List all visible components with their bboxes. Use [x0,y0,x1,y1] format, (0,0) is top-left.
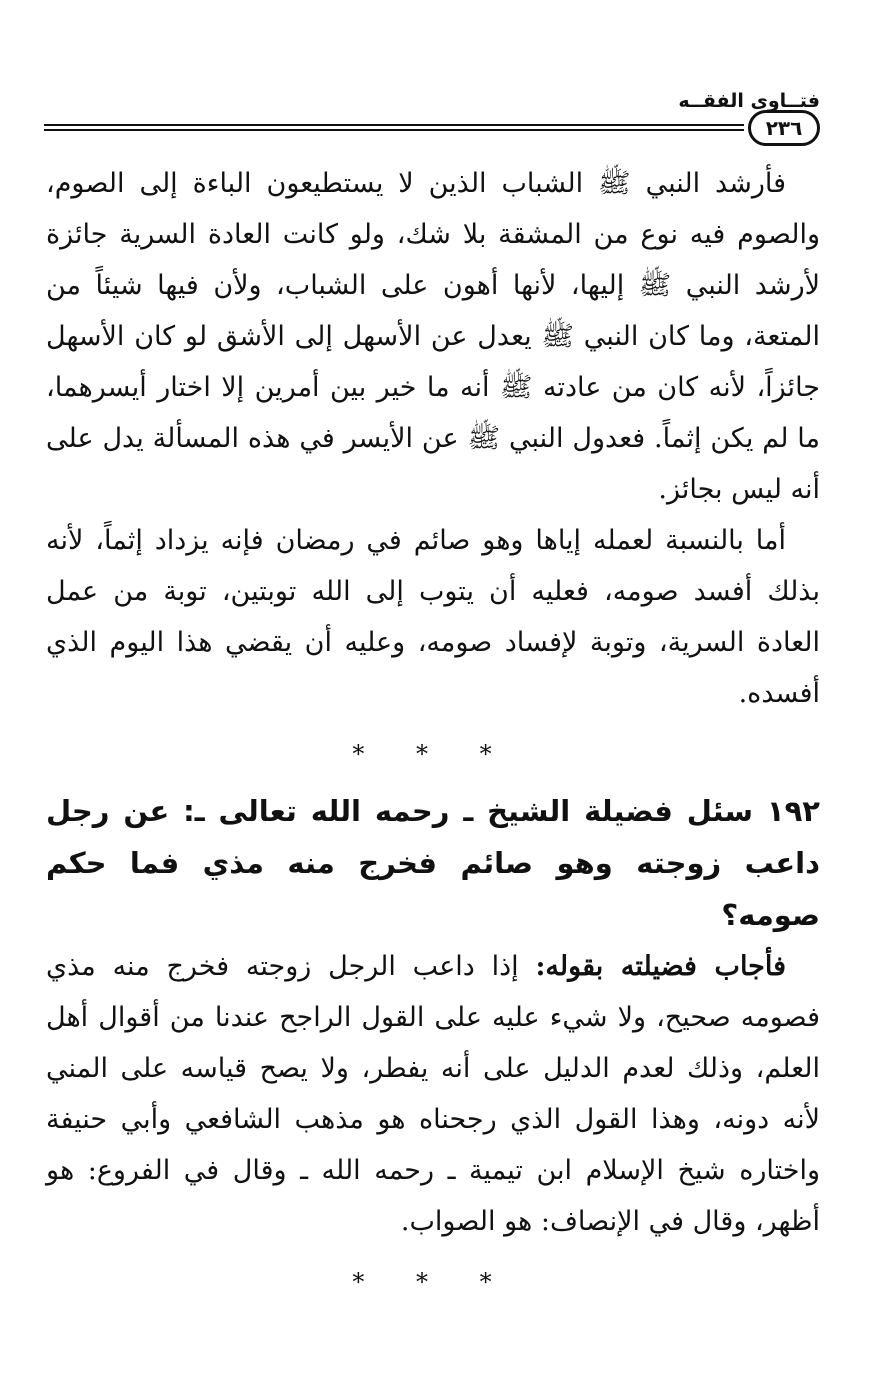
book-title: فتــاوى الفقــه [678,90,820,112]
page-header [40,86,820,146]
answer-text: إذا داعب الرجل زوجته فخرج منه مذي فصومه صحيح، ولا شيء عليه على القول الراجح عندنا من أقوال أهل العلم، وذلك لعدم الدليل على أنه يفطر، ولا يصح قياسه على المني لأنه دونه، وهذا القول الذي رجحناه هو مذهب الشافعي وأبي حنيفة واختاره شيخ الإسلام ابن تيمية ـ رحمه الله ـ وقال في الفروع: هو أظهر، وقال في الإنصاف: هو الصواب. [46,951,820,1237]
header-rule [44,124,744,131]
paragraph-1: فأرشد النبي ﷺ الشباب الذين لا يستطيعون الباءة إلى الصوم، والصوم فيه نوع من المشقة بلا شك، ولو كانت العادة السرية جائزة لأرشد النبي ﷺ إليها، لأنها أهون على الشباب، ولأن فيها شيئاً من المتعة، وما كان النبي ﷺ يعدل عن الأسهل إلى الأشق لو كان الأسهل جائزاً، لأنه كان من عادته ﷺ أنه ما خير بين أمرين إلا اختار أيسرهما، ما لم يكن إثماً. فعدول النبي ﷺ عن الأيسر في هذه المسألة يدل على أنه ليس بجائز. [46,168,820,505]
answer-lead: فأجاب فضيلته بقوله: [535,951,786,982]
page-number: ٢٣٦ [748,110,820,146]
fatwa-question: ١٩٢ سئل فضيلة الشيخ ـ رحمه الله تعالى ـ: عن رجل داعب زوجته وهو صائم فخرج منه مذي فما حكم صومه؟ [46,794,820,932]
paragraph-2: أما بالنسبة لعمله إياها وهو صائم في رمضان فإنه يزداد إثماً، لأنه بذلك أفسد صومه، فعليه أن يتوب إلى الله توبتين، توبة من عمل العادة السرية، وتوبة لإفساد صومه، وعليه أن يقضي هذا اليوم الذي أفسده. [46,525,820,709]
page-body [46,158,820,1313]
section-separator: * * * [352,740,514,768]
fatwa-answer [46,941,820,1247]
section-separator-end: * * * [352,1268,514,1296]
